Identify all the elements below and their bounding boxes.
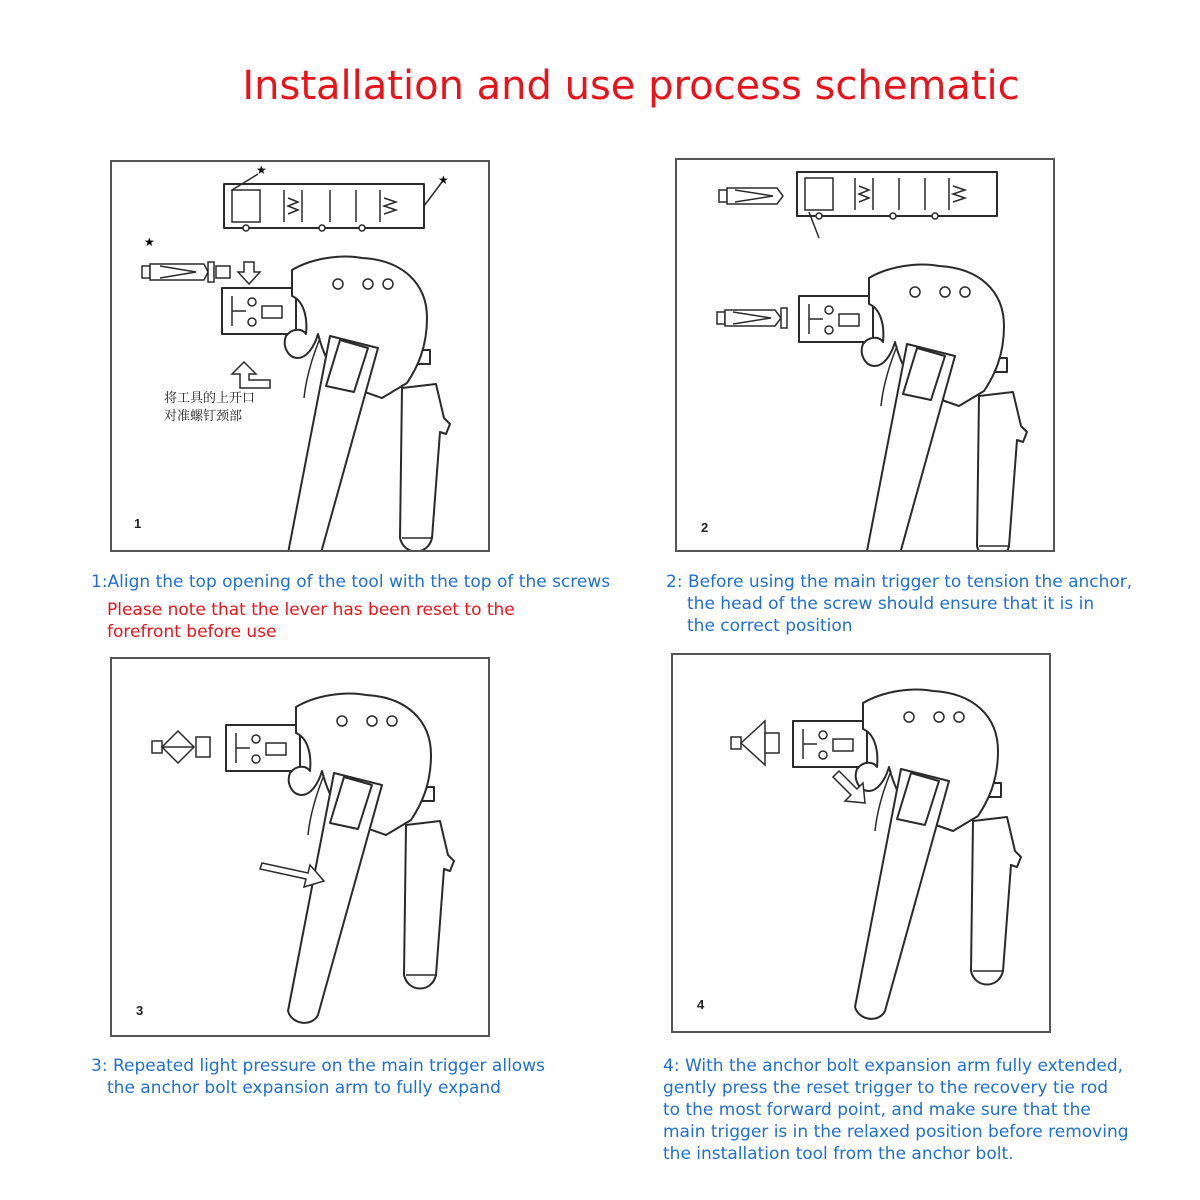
step-2-caption: 2: Before using the main trigger to tension the anchor, the head of the screw should ensure that it is in the correct position (666, 572, 1133, 636)
step-2-panel (675, 158, 1055, 552)
step-1-warning: Please note that the lever has been reset to the forefront before use (107, 600, 515, 642)
step-1-panel (110, 160, 490, 552)
step-number: 3 (136, 1003, 144, 1018)
step-1-caption: 1:Align the top opening of the tool with the top of the screws (91, 572, 611, 592)
step-4-caption: 4: With the anchor bolt expansion arm fully extended, gently press the reset trigger to the recovery tie rod to the most forward point, and make sure that the main trigger is in the relaxed position before removing the installation tool from the anchor bolt. (663, 1056, 1129, 1164)
star-icon: ★ (144, 235, 155, 249)
step-number: 2 (701, 520, 709, 535)
page-title: Installation and use process schematic (242, 63, 1020, 109)
step-4-panel (671, 653, 1051, 1033)
step-3-panel (110, 657, 490, 1037)
step-number: 1 (134, 516, 142, 531)
step-1-chinese-note: 将工具的上开口 对准螺钉颈部 (164, 391, 256, 424)
star-icon: ★ (438, 173, 449, 187)
arrow-right-icon (260, 863, 324, 887)
arrow-up-return-icon (232, 362, 270, 388)
star-icon: ★ (256, 163, 267, 177)
step-3-caption: 3: Repeated light pressure on the main trigger allows the anchor bolt expansion arm to fully expand (91, 1056, 545, 1098)
step-number: 4 (697, 997, 705, 1012)
arrow-down-icon (238, 262, 260, 284)
